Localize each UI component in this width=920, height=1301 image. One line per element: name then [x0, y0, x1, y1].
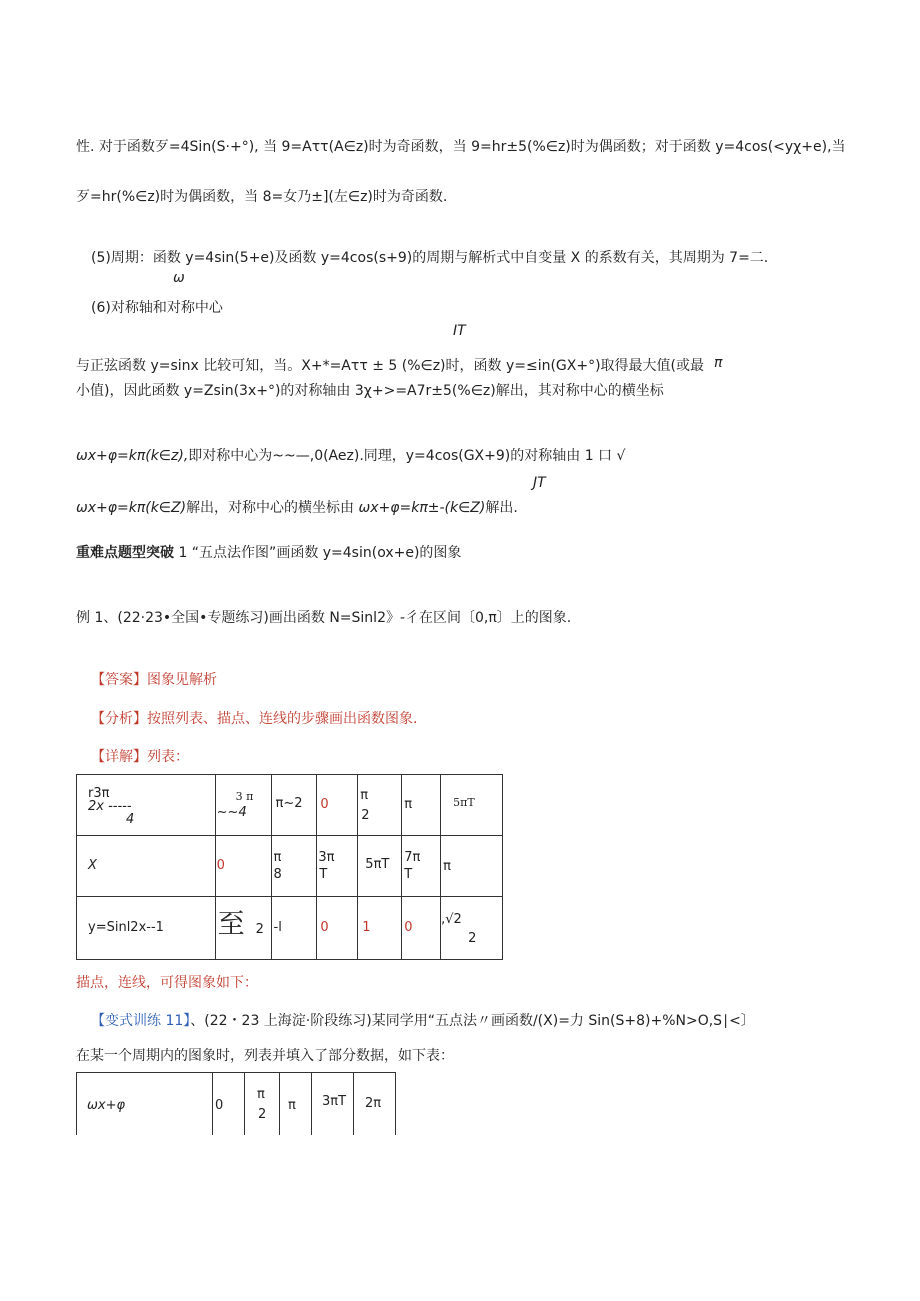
t1-r2-c6-a: 7π: [404, 850, 421, 865]
text-line-7: [76, 445, 625, 465]
t1-r3-c1-a: y=Sinl2x--1: [88, 920, 164, 935]
detail-text: 列表：: [147, 749, 189, 765]
t2-c6: 2π: [365, 1096, 382, 1111]
t2-c2: 0: [215, 1098, 224, 1113]
t1-r2-c5: [358, 836, 402, 897]
text-line-1: 性. 对于函数歹=4Sin(S·+°), 当 9=Aττ(A∈z)时为奇函数，当 9=hr±5(%∈z)时为偶函数；对于函数 y=4cos(<yχ+e),当: [76, 139, 846, 155]
variant-text: 、(22・23 上海淀·阶段练习)某同学用“五点法〃画函数/(X)=力 Sin(S+8)+%N>O,S∣<〕: [190, 1013, 755, 1029]
answer-line: [91, 669, 217, 689]
t1-r2-c1: [77, 836, 216, 897]
text-line-4: (6)对称轴和对称中心: [91, 300, 223, 316]
t1-r1-c3: [271, 775, 317, 836]
t2-c5: 3πT: [322, 1094, 347, 1109]
t1-r2-c1-a: X: [88, 858, 97, 873]
analysis-text: 按照列表、描点、连线的步骤画出函数图象.: [147, 711, 418, 727]
t1-r1-c5-b: 2: [361, 808, 370, 823]
t1-r2-c4-b: T: [319, 867, 328, 882]
t1-r3-c2-a: 至: [217, 909, 245, 940]
text-line-2: 歹=hr(%∈z)时为偶函数，当 8=女乃±](左∈z)时为奇函数.: [76, 189, 448, 205]
variant-training-line: [91, 1010, 755, 1030]
pi-symbol: π: [714, 355, 723, 371]
t1-r1-c4-a: 0: [320, 797, 329, 812]
t1-r3-c3-a: -l: [273, 920, 282, 935]
formula-c: ωx+φ=kπ±-(k∈Z): [358, 500, 486, 516]
t1-r2-c3-b: 8: [273, 867, 282, 882]
t1-r2-c2-a: 0: [216, 858, 225, 873]
t1-r2-c6: [402, 836, 441, 897]
t1-r1-c1-c: 4: [126, 812, 135, 827]
section-heading: [76, 542, 461, 562]
text-line-5: 与正弦函数 y=sinx 比较可知，当。X+*=Aττ ± 5 (%∈z)时，函数 y=≤in(GX+°)取得最大值(或最: [76, 358, 705, 374]
variant-text-2: 在某一个周期内的图象时，列表并填入了部分数据，如下表：: [76, 1048, 454, 1064]
t1-r3-c1: [77, 897, 216, 960]
text-line-3: (5)周期：函数 y=4sin(5+e)及函数 y=4cos(s+9)的周期与解析式中自变量 X 的系数有关，其周期为 7=二.: [91, 250, 769, 266]
fraction-numerator-it: IT: [453, 323, 466, 339]
example-1: 例 1、(22·23•全国•专题练习)画出函数 N=Sinl2》-彳在区间〔0,π〕上的图象.: [76, 610, 572, 626]
t1-r3-c5: [358, 897, 402, 960]
t1-r3-c4-a: 0: [320, 920, 329, 935]
after-table-text: 描点，连线，可得图象如下：: [76, 975, 258, 991]
t1-r2-c7: [441, 836, 503, 897]
t1-r2-c6-b: T: [404, 867, 413, 882]
t1-r3-c7: [441, 897, 503, 960]
formula-b: ωx+φ=kπ(k∈Z): [76, 500, 187, 516]
t2-c3-b: 2: [258, 1107, 267, 1122]
t1-r3-c6-a: 0: [404, 920, 413, 935]
t1-r3-c3: [271, 897, 317, 960]
t1-r1-c6-a: π: [404, 797, 413, 812]
text-line-8: [76, 497, 518, 517]
t2-c3-a: π: [257, 1087, 265, 1102]
t1-r2-c4-a: 3π: [318, 850, 335, 865]
variant-tag: 【变式训练 11】: [91, 1013, 191, 1029]
value-table-1: [76, 774, 503, 960]
analysis-line: [91, 708, 417, 728]
t1-r1-c1: [77, 775, 216, 836]
t1-r3-c2-b: 2: [255, 922, 264, 937]
t1-r1-c7-a: 5πT: [453, 796, 475, 809]
t1-r2-c4: [317, 836, 358, 897]
t1-r1-c7: [441, 775, 503, 836]
omega-symbol: ω: [173, 270, 185, 286]
t1-r2-c5-a: 5πT: [365, 857, 390, 872]
t1-r1-c2-a: 3 π: [235, 790, 254, 803]
detail-line: [91, 746, 189, 766]
t1-r1-c2: [215, 775, 271, 836]
t1-r1-c5-a: π: [360, 788, 369, 803]
t1-r3-c2: [215, 897, 271, 960]
t1-r3-c7-b: 2: [468, 931, 477, 946]
t1-r1-c2-b: ~~4: [216, 805, 247, 820]
t1-r2-c3: [271, 836, 317, 897]
t1-r1-c6: [402, 775, 441, 836]
t1-r1-c5: [358, 775, 402, 836]
t2-header: ωx+φ: [87, 1098, 126, 1113]
value-table-2: [76, 1072, 396, 1135]
t1-r1-c1-a: r3π: [88, 786, 110, 801]
t1-r1-c1-b: 2x -----: [88, 799, 132, 814]
t1-r1-c4: [317, 775, 358, 836]
text-line-7-rest: 即对称中心为~~—,0(Aez).同理，y=4cos(GX+9)的对称轴由 1 口 √: [188, 448, 626, 464]
t1-r3-c5-a: 1: [362, 920, 371, 935]
t1-r1-c3-a: π~2: [275, 796, 303, 811]
t1-r3-c4: [317, 897, 358, 960]
answer-text: 图象见解析: [147, 672, 217, 688]
formula-a: ωx+φ=kπ(k∈z),: [76, 448, 189, 464]
section-heading-rest: 1 “五点法作图”画函数 y=4sin(ox+e)的图象: [174, 545, 462, 561]
text-line-8-mid: 解出，对称中心的横坐标由: [186, 500, 355, 516]
analysis-tag: 【分析】: [91, 711, 147, 727]
fraction-numerator-jt: JT: [533, 475, 546, 491]
t1-r3-c7-a: ,√2: [441, 912, 462, 927]
text-line-8-end: 解出.: [485, 500, 518, 516]
detail-tag: 【详解】: [91, 749, 147, 765]
t1-r2-c2: [215, 836, 271, 897]
answer-tag: 【答案】: [91, 672, 147, 688]
t1-r2-c7-a: π: [443, 859, 451, 874]
t1-r2-c3-a: π: [273, 850, 282, 865]
section-heading-bold: 重难点题型突破: [76, 545, 174, 561]
t1-r3-c6: [402, 897, 441, 960]
t2-c4: π: [288, 1098, 296, 1113]
text-line-6: 小值)，因此函数 y=Zsin(3x+°)的对称轴由 3χ+>=A7r±5(%∈z)解出，其对称中心的横坐标: [76, 383, 664, 399]
